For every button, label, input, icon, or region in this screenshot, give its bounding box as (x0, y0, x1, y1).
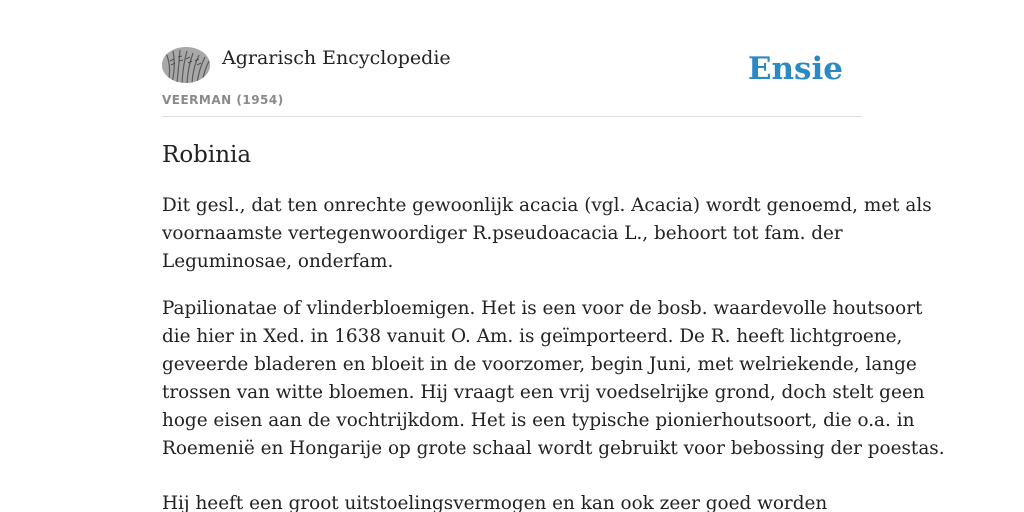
article-title: Robinia (162, 142, 252, 168)
text-line: Roemenië en Hongarije op grote schaal wordt gebruikt voor bebossing der poestas. (162, 438, 945, 459)
page-content (162, 0, 945, 512)
text-line: geveerde bladeren en bloeit in de voorzomer, begin Juni, met welriekende, lange (162, 354, 917, 375)
wheat-field-icon[interactable] (162, 47, 210, 83)
brand-logo[interactable]: Ensie (747, 51, 843, 87)
text-line: hoge eisen aan de vochtrijkdom. Het is een typische pionierhoutsoort, die o.a. in (162, 410, 915, 431)
source-author: VEERMAN (1954) (162, 93, 284, 107)
text-line: trossen van witte bloemen. Hij vraagt een vrij voedselrijke grond, doch stelt geen (162, 382, 925, 403)
article-paragraph (162, 490, 862, 512)
text-line: Hij heeft een groot uitstoelingsvermogen en kan ook zeer goed worden (162, 493, 828, 512)
source-title[interactable]: Agrarisch Encyclopedie (222, 47, 451, 69)
text-line: Papilionatae of vlinderbloemigen. Het is een voor de bosb. waardevolle houtsoort (162, 298, 923, 319)
text-line: Dit gesl., dat ten onrechte gewoonlijk acacia (vgl. Acacia) wordt genoemd, met als (162, 195, 932, 216)
text-line: die hier in Xed. in 1638 vanuit O. Am. is geïmporteerd. De R. heeft lichtgroene, (162, 326, 903, 347)
text-line: voornaamste vertegenwoordiger R.pseudoacacia L., behoort tot fam. der (162, 223, 843, 244)
source-header (162, 0, 862, 117)
text-line: Leguminosae, onderfam. (162, 251, 394, 272)
article-paragraph (162, 192, 932, 276)
article-paragraph (162, 295, 945, 463)
